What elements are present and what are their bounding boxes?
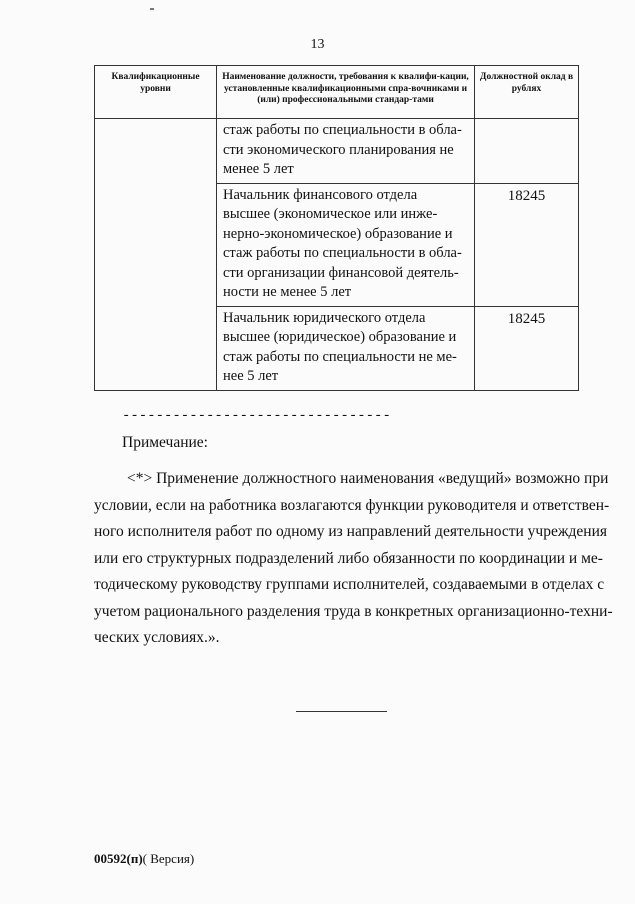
position-text: Начальник юридического отдела высшее (юридическое) образование и стаж работы по специальности не ме- нее 5 лет (223, 309, 457, 384)
position-cell (217, 119, 475, 184)
document-code (94, 851, 194, 867)
salary-value: 18245 (507, 187, 546, 204)
header-salary: Должностной оклад в рублях (475, 66, 579, 119)
salary-value: 18245 (507, 310, 546, 327)
page-number: 13 (310, 37, 325, 52)
note-line: ческих условиях.». (94, 629, 220, 646)
salary-cell (475, 119, 579, 184)
note-line: условии, если на работника возлагаются функции руководителя и ответствен- (94, 496, 610, 514)
note-body (94, 466, 613, 652)
table-row (95, 119, 579, 184)
position-text: Начальник финансового отдела высшее (экономическое или инже- нерно-экономическое) образование и стаж работы по специальности в обла- сти организации финансовой деятель- ности не менее 5 лет (223, 186, 462, 300)
position-cell (217, 183, 475, 306)
note-line: ного исполнителя работ по одному из направлений деятельности учреждения (94, 523, 608, 540)
footnote-separator: -------------------------------- (122, 408, 391, 424)
salary-cell (475, 183, 579, 306)
position-cell (217, 306, 475, 390)
salary-value (475, 119, 578, 123)
end-rule (296, 711, 387, 712)
note-line: тодическому руководству группами исполнителей, создаваемыми в отделах с (94, 576, 605, 593)
note-line: учетом рационального разделения труда в конкретных организационно-техни- (94, 602, 613, 620)
position-text: стаж работы по специальности в обла- сти экономического планирования не менее 5 лет (223, 122, 462, 177)
salary-cell (475, 306, 579, 390)
document-version: ( Версия) (142, 851, 195, 866)
note-title: Примечание: (122, 434, 208, 451)
table-header-row (95, 66, 579, 119)
note-line: или его структурных подразделений либо обязанности по координации и ме- (94, 549, 603, 567)
document-code-number: 00592(п) (94, 851, 143, 866)
header-position-requirements: Наименование должности, требования к квалифи-кации, установленные квалификационными спра-вочниками и (или) профессиональными стандар-тами (217, 66, 475, 119)
qualification-table (94, 65, 579, 391)
header-qualification-levels: Квалификационные уровни (95, 66, 217, 119)
qualification-level-cell (95, 119, 217, 391)
note-line: <*> Применение должностного наименования «ведущий» возможно при (127, 470, 609, 487)
scan-speck (150, 8, 154, 10)
